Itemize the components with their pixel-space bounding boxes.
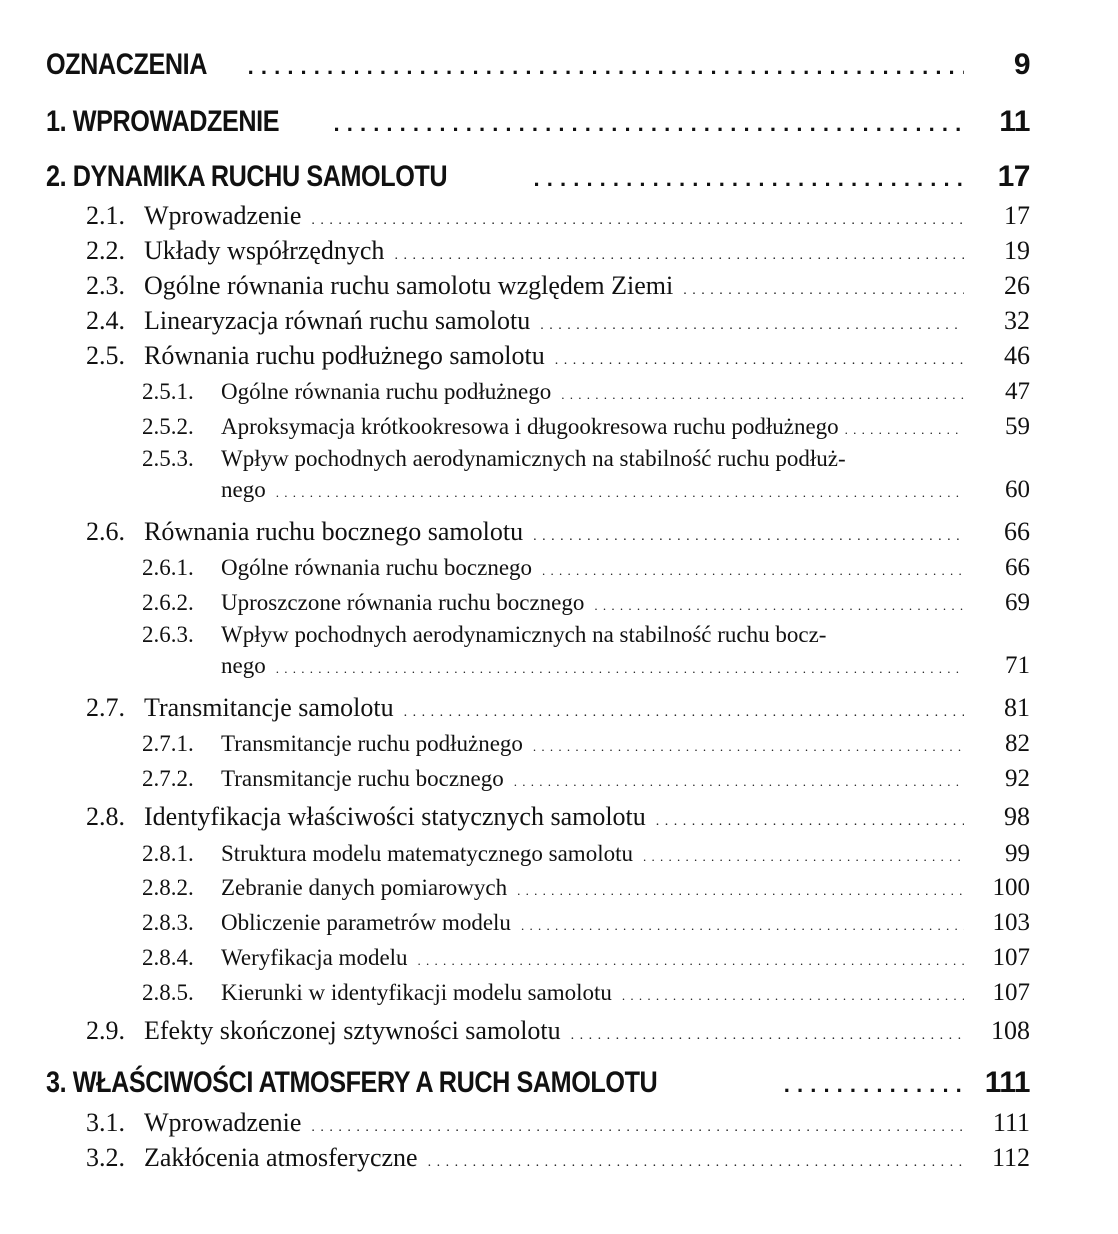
- toc-entry-number: 2.8.5.: [142, 980, 194, 1005]
- dot-leader: [656, 814, 964, 830]
- toc-entry-2-6-3: [142, 622, 1030, 680]
- toc-entry-page: 111: [984, 1066, 1030, 1099]
- dot-leader: [643, 849, 964, 865]
- toc-entry-number: 2.6.2.: [142, 590, 194, 615]
- toc-entry-chapter-3: [46, 1066, 1030, 1100]
- dot-leader: [428, 1155, 964, 1171]
- toc-entry-2-5-2: [142, 413, 1030, 441]
- dot-leader: [514, 774, 964, 790]
- toc-entry-page: 60: [1005, 476, 1030, 503]
- dot-leader: [248, 54, 964, 80]
- toc-entry-chapter-2: [46, 160, 1030, 194]
- toc-entry-number: 2.3.: [86, 271, 125, 300]
- toc-entry-title: Transmitancje ruchu podłużnego: [221, 731, 523, 756]
- dot-leader: [542, 563, 964, 579]
- toc-entry-title: Wpływ pochodnych aerodynamicznych na stabilność ruchu podłuż-: [221, 446, 846, 471]
- toc-entry-2-5-3: [142, 446, 1030, 504]
- dot-leader: [845, 422, 964, 438]
- toc-entry-page: 71: [1005, 652, 1030, 679]
- dot-leader: [622, 988, 964, 1004]
- toc-entry-title: Wprowadzenie: [144, 201, 302, 230]
- dot-leader: [594, 598, 964, 614]
- toc-entry-2-3: [86, 271, 1030, 301]
- toc-entry-title: 2. DYNAMIKA RUCHU SAMOLOTU: [46, 160, 448, 193]
- toc-entry-2-7-1: [142, 730, 1030, 758]
- toc-entry-page: 11: [999, 105, 1030, 138]
- dot-leader: [571, 1028, 964, 1044]
- toc-entry-page: 107: [992, 944, 1030, 971]
- dot-leader: [276, 661, 964, 677]
- toc-entry-page: 81: [1004, 693, 1030, 722]
- toc-entry-page: 9: [1013, 48, 1030, 81]
- toc-entry-title: 1. WPROWADZENIE: [46, 105, 280, 138]
- toc-entry-page: 82: [1005, 730, 1030, 757]
- toc-entry-page: 107: [992, 979, 1030, 1006]
- toc-entry-2-6-2: [142, 589, 1030, 617]
- toc-entry-page: 108: [991, 1016, 1030, 1045]
- dot-leader: [533, 529, 964, 545]
- toc-entry-2-8-2: [142, 874, 1030, 902]
- toc-entry-number: 2.6.3.: [142, 622, 194, 647]
- toc-entry-number: 2.8.1.: [142, 841, 194, 866]
- toc-entry-page: 66: [1005, 554, 1030, 581]
- toc-entry-page: 100: [992, 874, 1030, 901]
- toc-entry-number: 2.2.: [86, 236, 125, 265]
- toc-entry-title: Zakłócenia atmosferyczne: [144, 1143, 418, 1172]
- toc-entry-2-1: [86, 201, 1030, 231]
- toc-entry-title: Ogólne równania ruchu samolotu względem Ziemi: [144, 271, 674, 300]
- toc-entry-page: 92: [1005, 765, 1030, 792]
- toc-entry-number: 2.8.4.: [142, 945, 194, 970]
- toc-entry-number: 2.8.2.: [142, 875, 194, 900]
- toc-entry-page: 19: [1004, 236, 1030, 265]
- toc-entry-number: 2.1.: [86, 201, 125, 230]
- toc-entry-2-5: [86, 341, 1030, 371]
- toc-entry-2-8-1: [142, 840, 1030, 868]
- toc-entry-title: Uproszczone równania ruchu bocznego: [221, 590, 585, 615]
- toc-entry-oznaczenia: [46, 48, 1030, 82]
- toc-entry-title: Ogólne równania ruchu bocznego: [221, 555, 533, 580]
- dot-leader: [394, 248, 964, 264]
- toc-entry-2-6-1: [142, 554, 1030, 582]
- dot-leader: [533, 739, 964, 755]
- toc-entry-title: Ogólne równania ruchu podłużnego: [221, 379, 552, 404]
- toc-entry-2-6: [86, 517, 1030, 547]
- toc-entry-number: 2.9.: [86, 1016, 125, 1045]
- toc-entry-title: Zebranie danych pomiarowych: [221, 875, 508, 900]
- toc-entry-title: Wprowadzenie: [144, 1108, 302, 1137]
- toc-entry-title: Obliczenie parametrów modelu: [221, 910, 511, 935]
- toc-entry-number: 2.7.: [86, 693, 125, 722]
- dot-leader: [683, 283, 964, 299]
- toc-entry-3-1: [86, 1108, 1030, 1138]
- toc-entry-number: 2.6.: [86, 517, 125, 546]
- toc-entry-title: OZNACZENIA: [46, 48, 207, 81]
- toc-entry-page: 17: [997, 160, 1030, 193]
- toc-entry-2-4: [86, 306, 1030, 336]
- toc-entry-title: Transmitancje ruchu bocznego: [221, 766, 504, 791]
- toc-entry-title: Wpływ pochodnych aerodynamicznych na stabilność ruchu bocz-: [221, 622, 827, 647]
- toc-entry-2-8-4: [142, 944, 1030, 972]
- toc-entry-page: 112: [991, 1143, 1030, 1172]
- toc-entry-chapter-1: [46, 105, 1030, 139]
- toc-entry-2-8-3: [142, 909, 1030, 937]
- toc-entry-number: 2.5.2.: [142, 414, 194, 439]
- toc-entry-number: 2.5.: [86, 341, 125, 370]
- dot-leader: [561, 387, 964, 403]
- toc-entry-page: 26: [1004, 271, 1030, 300]
- toc-entry-title-continuation: nego: [221, 653, 266, 678]
- toc-entry-2-8: [86, 802, 1030, 832]
- toc-entry-title: Równania ruchu podłużnego samolotu: [144, 341, 545, 370]
- dot-leader: [311, 213, 964, 229]
- dot-leader: [521, 918, 964, 934]
- dot-leader: [540, 318, 964, 334]
- toc-entry-title: 3. WŁAŚCIWOŚCI ATMOSFERY A RUCH SAMOLOTU: [46, 1066, 658, 1099]
- toc-entry-2-7-2: [142, 765, 1030, 793]
- dot-leader: [404, 705, 964, 721]
- toc-entry-number: 2.5.1.: [142, 379, 194, 404]
- toc-entry-2-9: [86, 1016, 1030, 1046]
- toc-entry-title: Linearyzacja równań ruchu samolotu: [144, 306, 531, 335]
- toc-entry-page: 103: [992, 909, 1030, 936]
- toc-entry-number: 2.6.1.: [142, 555, 194, 580]
- toc-entry-title: Weryfikacja modelu: [221, 945, 408, 970]
- toc-entry-title: Efekty skończonej sztywności samolotu: [144, 1016, 561, 1045]
- toc-entry-number: 2.7.1.: [142, 731, 194, 756]
- toc-entry-page: 99: [1005, 840, 1030, 867]
- toc-entry-3-2: [86, 1143, 1030, 1173]
- dot-leader: [517, 883, 964, 899]
- toc-entry-page: 59: [1005, 413, 1030, 440]
- toc-entry-number: 3.1.: [86, 1108, 125, 1137]
- toc-entry-title: Równania ruchu bocznego samolotu: [144, 517, 524, 546]
- dot-leader: [276, 485, 964, 501]
- dot-leader: [555, 353, 964, 369]
- toc-entry-number: 2.5.3.: [142, 446, 194, 471]
- toc-entry-page: 111: [992, 1108, 1030, 1137]
- toc-entry-page: 47: [1005, 378, 1030, 405]
- toc-entry-2-5-1: [142, 378, 1030, 406]
- toc-entry-page: 69: [1005, 589, 1030, 616]
- dot-leader: [784, 1072, 964, 1098]
- toc-entry-title: Aproksymacja krótkookresowa i długookresowa ruchu podłużnego: [221, 414, 839, 439]
- toc-entry-2-8-5: [142, 979, 1030, 1007]
- toc-entry-title: Układy współrzędnych: [144, 236, 385, 265]
- dot-leader: [334, 111, 964, 137]
- toc-entry-page: 66: [1004, 517, 1030, 546]
- dot-leader: [418, 953, 964, 969]
- dot-leader: [311, 1120, 964, 1136]
- toc-entry-page: 32: [1004, 306, 1030, 335]
- toc-entry-page: 17: [1004, 201, 1030, 230]
- toc-entry-page: 98: [1004, 802, 1030, 831]
- toc-entry-number: 2.8.: [86, 802, 125, 831]
- toc-entry-number: 2.4.: [86, 306, 125, 335]
- toc-entry-number: 3.2.: [86, 1143, 125, 1172]
- toc-entry-2-7: [86, 693, 1030, 723]
- toc-entry-page: 46: [1004, 341, 1030, 370]
- toc-entry-title: Transmitancje samolotu: [144, 693, 394, 722]
- toc-entry-title: Identyfikacja właściwości statycznych samolotu: [144, 802, 646, 831]
- toc-entry-title: Struktura modelu matematycznego samolotu: [221, 841, 633, 866]
- toc-entry-number: 2.8.3.: [142, 910, 194, 935]
- toc-entry-2-2: [86, 236, 1030, 266]
- toc-entry-title-continuation: nego: [221, 477, 266, 502]
- toc-entry-title: Kierunki w identyfikacji modelu samolotu: [221, 980, 612, 1005]
- toc-entry-number: 2.7.2.: [142, 766, 194, 791]
- dot-leader: [534, 166, 964, 192]
